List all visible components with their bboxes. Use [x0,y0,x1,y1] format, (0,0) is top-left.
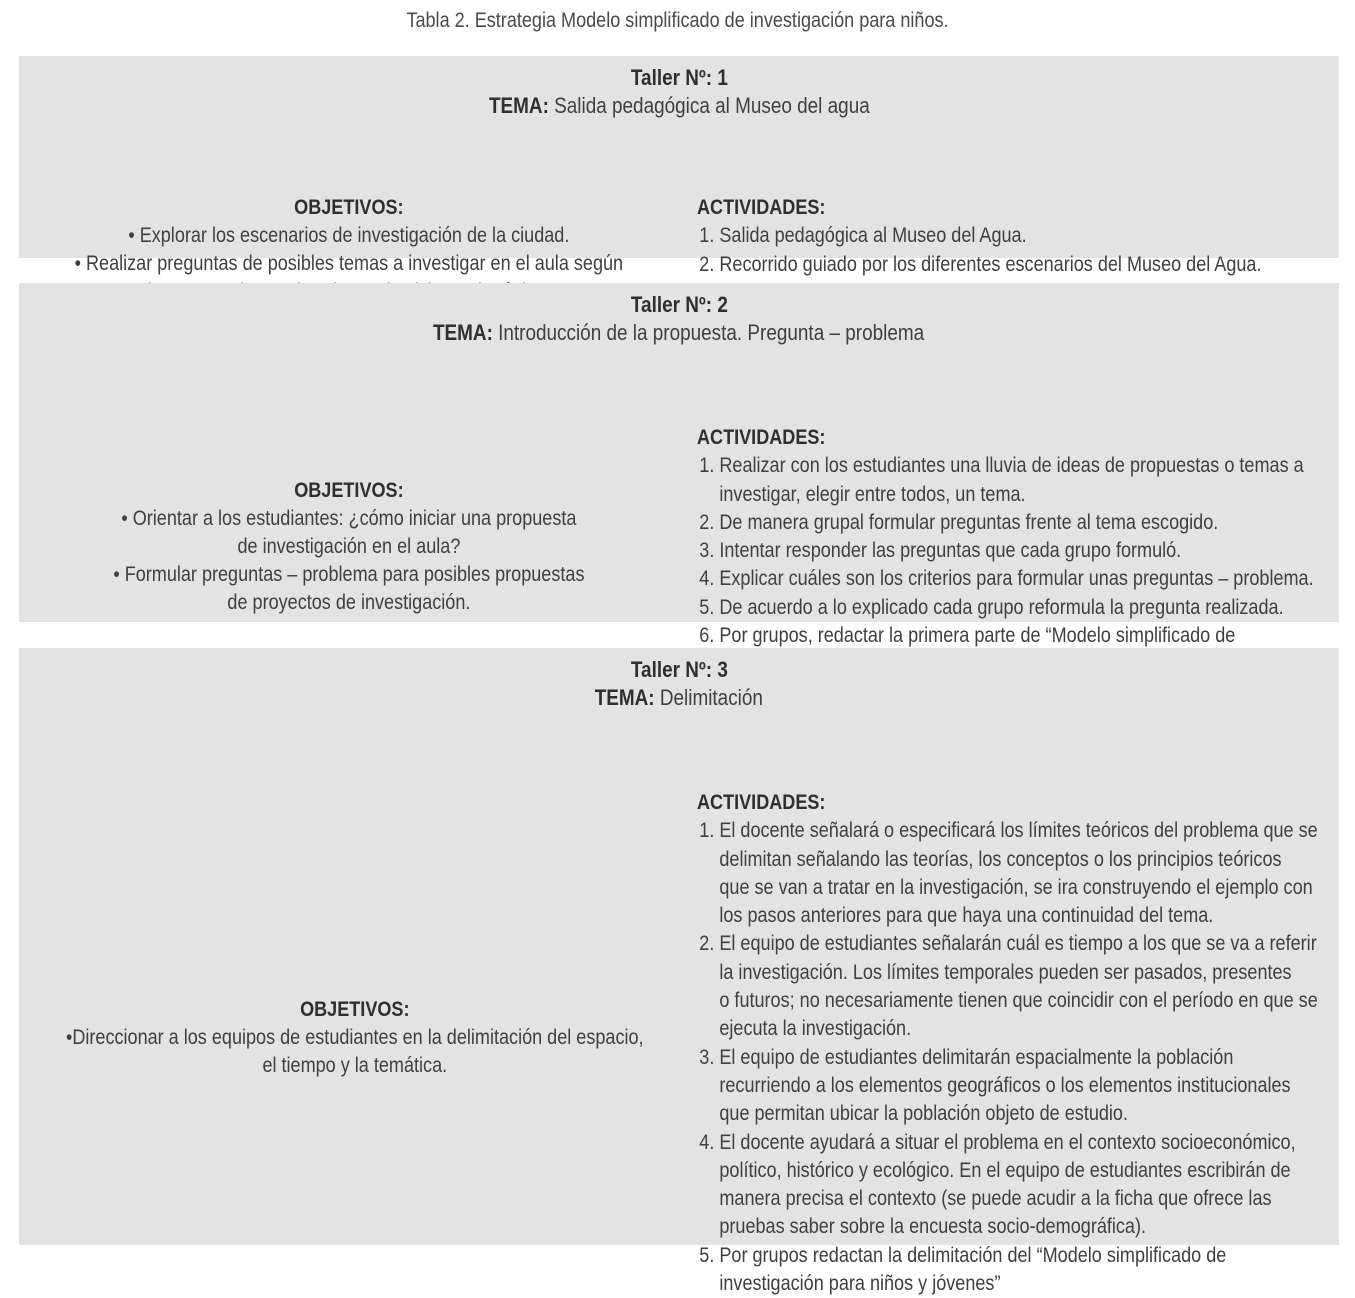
objetivo-line: • Formular preguntas – problema para posibles propuestas [113,563,585,586]
tema-text: Delimitación [660,685,764,710]
taller-tema [489,92,870,120]
objetivos-label: OBJETIVOS: [300,998,410,1021]
objetivo-line: • Orientar a los estudiantes: ¿cómo iniciar una propuesta [121,507,577,530]
actividad-item: 1. Realizar con los estudiantes una lluvia de ideas de propuestas o temas a investigar, elegir entre todos, un tema. [719,452,1316,509]
taller-title: Taller Nº: 3 [630,657,728,682]
actividad-item: 5. Por grupos redactan la delimitación del “Modelo simplificado de investigación para niños y jóvenes” [719,1242,1316,1298]
taller-2-panel [19,283,1339,648]
taller-3-panel [19,648,1339,1296]
actividad-item: 6. Por grupos, redactar la primera parte de “Modelo simplificado de [719,622,1316,679]
actividad-item: 3. Intentar responder las preguntas que cada grupo formuló. [719,537,1316,565]
taller-header [19,283,1339,347]
taller-title: Taller Nº: 1 [630,65,728,90]
taller-header [19,648,1339,712]
objetivos-label: OBJETIVOS: [294,479,404,502]
table-caption: Tabla 2. Estrategia Modelo simplificado de investigación para niños. [406,9,949,32]
actividad-item: 1. El docente señalará o especificará los límites teóricos del problema que se delimitan señalando las teorías, los conceptos o los principios teóricos que se van a tratar en la investigación, se ira construyendo el ejemplo con los pasos anteriores para que haya una continuidad del tema. [719,817,1316,930]
actividades-label: ACTIVIDADES: [697,426,826,449]
actividad-item: 3. El equipo de estudiantes delimitarán espacialmente la población recurriendo a los elementos geográficos o los elementos institucionales que permitan ubicar la población objeto de estudio. [719,1044,1316,1129]
actividad-item: 5. De acuerdo a lo explicado cada grupo reformula la pregunta realizada. [719,594,1316,622]
actividades-block [697,789,1316,1298]
taller-1-panel [19,56,1339,276]
objetivo-line: de proyectos de investigación. [227,591,471,614]
taller-title: Taller Nº: 2 [630,292,728,317]
tema-label: TEMA: [594,685,655,710]
objetivos-block [19,996,679,1080]
actividades-label: ACTIVIDADES: [697,196,826,219]
tema-text: Salida pedagógica al Museo del agua [553,93,870,118]
objetivo-line: •Direccionar a los equipos de estudiantes en la delimitación del espacio, [66,1026,644,1049]
taller-tema [595,684,763,712]
actividades-list [697,452,1316,678]
objetivos-label: OBJETIVOS: [294,196,404,219]
actividad-item: 2. De manera grupal formular preguntas frente al tema escogido. [719,509,1316,537]
objetivo-line: • Explorar los escenarios de investigación de la ciudad. [128,224,570,247]
tema-label: TEMA: [433,320,494,345]
objetivo-line: el tiempo y la temática. [262,1054,448,1077]
actividad-item: 4. Explicar cuáles son los criterios para formular unas preguntas – problema. [719,565,1316,593]
actividad-item: 1. Salida pedagógica al Museo del Agua. [719,222,1316,250]
actividades-label: ACTIVIDADES: [697,791,826,814]
actividad-item: 2. El equipo de estudiantes señalarán cuál es tiempo a los que se va a referir la investigación. Los límites temporales pueden ser pasados, presentes o futuros; no necesariamente tienen que coincidir con el período en que se ejecuta la investigación. [719,930,1316,1043]
taller-tema [433,319,924,347]
actividades-list [697,817,1316,1298]
actividad-item: 4. El docente ayudará a situar el problema en el contexto socioeconómico, político, histórico y ecológico. En el equipo de estudiantes escribirán de manera precisa el contexto (se puede acudir a la ficha que ofrece las pruebas saber sobre la encuesta socio-demográfica). [719,1129,1316,1242]
actividad-item: 2. Recorrido guiado por los diferentes escenarios del Museo del Agua. [719,251,1316,279]
objetivo-line: de investigación en el aula? [237,535,461,558]
actividades-block [697,424,1316,679]
taller-header [19,56,1339,120]
tema-text: Introducción de la propuesta. Pregunta – problema [498,320,925,345]
tema-label: TEMA: [488,93,549,118]
objetivo-line: • Realizar preguntas de posibles temas a investigar en el aula según [74,252,624,275]
objetivos-block [19,477,679,617]
